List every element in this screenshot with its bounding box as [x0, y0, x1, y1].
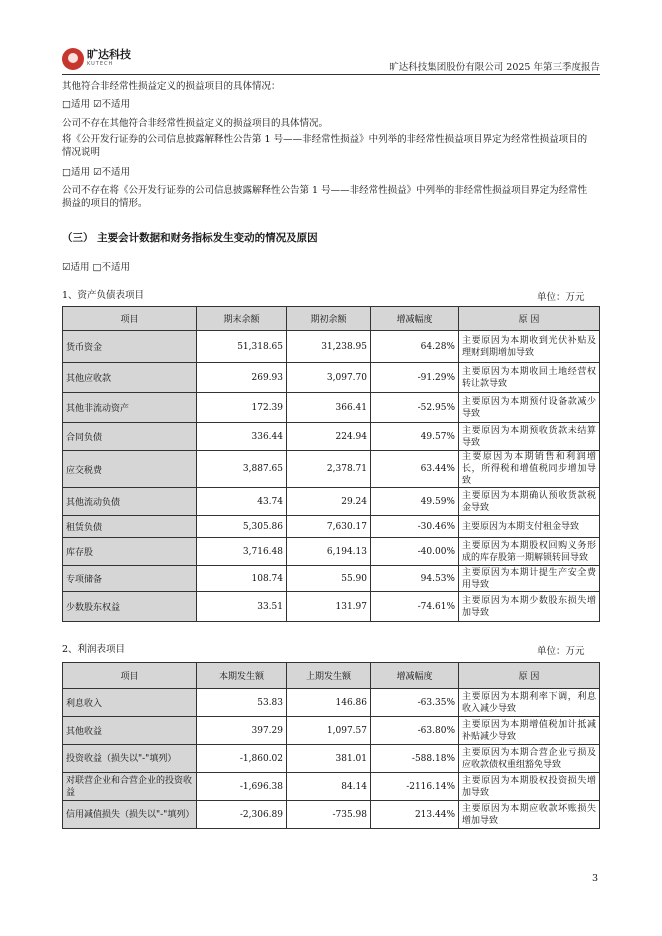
reason-cell: 主要原因为本期计提生产安全费用导致	[459, 566, 600, 592]
reason-cell: 主要原因为本期利率下调，利息收入减少导致	[459, 689, 600, 717]
item-cell: 利息收入	[63, 689, 197, 717]
value-cell: 336.44	[197, 423, 287, 451]
change-cell: -30.46%	[371, 516, 459, 538]
table-row	[63, 393, 600, 423]
value-cell: 146.86	[287, 689, 371, 717]
reason-cell: 主要原因为本期收回土地经营权转让款导致	[459, 363, 600, 393]
item-cell: 租赁负债	[63, 516, 197, 538]
applicability-check-2: □适用 ☑不适用	[62, 167, 131, 178]
value-cell: 6,194.13	[287, 538, 371, 566]
change-cell: 49.57%	[371, 423, 459, 451]
income-unit: 单位：万元	[537, 646, 585, 657]
column-header: 项目	[63, 307, 197, 331]
value-cell: 53.83	[197, 689, 287, 717]
reason-cell: 主要原因为本期预收货款未结算导致	[459, 423, 600, 451]
intro-line-4: 公司不存在将《公开发行证券的公司信息披露解释性公告第 1 号——非经常性损益》中列举的非经常性损益项目界定为经常性损益的项目的情形。	[62, 185, 588, 209]
table-row	[63, 801, 600, 829]
item-cell: 应交税费	[63, 451, 197, 488]
value-cell: 84.14	[287, 773, 371, 801]
section-heading: （三） 主要会计数据和财务指标发生变动的情况及原因	[62, 232, 318, 244]
column-header: 原 因	[459, 307, 600, 331]
value-cell: 55.90	[287, 566, 371, 592]
page-number: 3	[592, 873, 599, 884]
table-row	[63, 423, 600, 451]
value-cell: 51,318.65	[197, 331, 287, 363]
table-row	[63, 451, 600, 488]
logo-emblem-icon	[62, 48, 84, 70]
value-cell: -2,306.89	[197, 801, 287, 829]
change-cell: -40.00%	[371, 538, 459, 566]
value-cell: 397.29	[197, 717, 287, 745]
item-cell: 货币资金	[63, 331, 197, 363]
reason-cell: 主要原因为本期股权回购义务形成的库存股第一期解锁转回导致	[459, 538, 600, 566]
change-cell: 94.53%	[371, 566, 459, 592]
reason-cell: 主要原因为本期少数股东损失增加导致	[459, 592, 600, 622]
applicability-check-1: □适用 ☑不适用	[62, 99, 131, 110]
logo-chinese-name: 旷达科技	[87, 48, 131, 61]
table-row	[63, 538, 600, 566]
item-cell: 其他流动负债	[63, 488, 197, 516]
table-row	[63, 689, 600, 717]
reason-cell: 主要原因为本期预付设备款减少导致	[459, 393, 600, 423]
reason-cell: 主要原因为本期股权投资损失增加导致	[459, 773, 600, 801]
column-header: 增减幅度	[371, 307, 459, 331]
value-cell: 3,887.65	[197, 451, 287, 488]
item-cell: 库存股	[63, 538, 197, 566]
balance-unit: 单位：万元	[537, 292, 585, 303]
column-header: 期初余额	[287, 307, 371, 331]
value-cell: 43.74	[197, 488, 287, 516]
section-applicability-check: ☑适用 □不适用	[62, 262, 131, 273]
column-header: 本期发生额	[197, 663, 287, 689]
reason-cell: 主要原因为本期支付租金导致	[459, 516, 600, 538]
table-row	[63, 516, 600, 538]
item-cell: 专项储备	[63, 566, 197, 592]
page-header	[62, 44, 600, 75]
table-row	[63, 363, 600, 393]
change-cell: -63.35%	[371, 689, 459, 717]
income-caption: 2、利润表项目	[62, 644, 126, 655]
reason-cell: 主要原因为本期合营企业亏损及应收款债权重组豁免导致	[459, 745, 600, 773]
value-cell: -1,696.38	[197, 773, 287, 801]
company-logo	[62, 48, 131, 72]
value-cell: 1,097.57	[287, 717, 371, 745]
change-cell: 64.28%	[371, 331, 459, 363]
report-title: 旷达科技集团股份有限公司 2025 年第三季度报告	[389, 62, 600, 73]
value-cell: 31,238.95	[287, 331, 371, 363]
change-cell: -63.80%	[371, 717, 459, 745]
item-cell: 其他非流动资产	[63, 393, 197, 423]
reason-cell: 主要原因为本期收到光伏补贴及理财到期增加导致	[459, 331, 600, 363]
value-cell: -1,860.02	[197, 745, 287, 773]
column-header: 上期发生额	[287, 663, 371, 689]
value-cell: 7,630.17	[287, 516, 371, 538]
reason-cell: 主要原因为本期销售和利润增长，所得税和增值税同步增加导致	[459, 451, 600, 488]
change-cell: -588.18%	[371, 745, 459, 773]
reason-cell: 主要原因为本期增值税加计抵减补贴减少导致	[459, 717, 600, 745]
column-header: 增减幅度	[371, 663, 459, 689]
value-cell: 5,305.86	[197, 516, 287, 538]
value-cell: 3,716.48	[197, 538, 287, 566]
reason-cell: 主要原因为本期应收款坏账损失增加导致	[459, 801, 600, 829]
item-cell: 其他应收款	[63, 363, 197, 393]
change-cell: -2116.14%	[371, 773, 459, 801]
balance-caption: 1、资产负债表项目	[62, 290, 145, 301]
table-row	[63, 717, 600, 745]
logo-english-name: KUTECH	[87, 61, 114, 67]
intro-line-2: 公司不存在其他符合非经常性损益定义的损益项目的具体情况。	[62, 118, 329, 129]
item-cell: 其他收益	[63, 717, 197, 745]
value-cell: 172.39	[197, 393, 287, 423]
change-cell: 49.59%	[371, 488, 459, 516]
value-cell: 29.24	[287, 488, 371, 516]
value-cell: 108.74	[197, 566, 287, 592]
table-row	[63, 488, 600, 516]
value-cell: 224.94	[287, 423, 371, 451]
table-row	[63, 592, 600, 622]
table-row	[63, 745, 600, 773]
balance-sheet-table	[62, 306, 600, 622]
table-row	[63, 566, 600, 592]
item-cell: 对联营企业和合营企业的投资收益	[63, 773, 197, 801]
value-cell: 2,378.71	[287, 451, 371, 488]
item-cell: 合同负债	[63, 423, 197, 451]
value-cell: 381.01	[287, 745, 371, 773]
change-cell: -74.61%	[371, 592, 459, 622]
value-cell: 3,097.70	[287, 363, 371, 393]
value-cell: -735.98	[287, 801, 371, 829]
item-cell: 少数股东权益	[63, 592, 197, 622]
value-cell: 366.41	[287, 393, 371, 423]
intro-line-3: 将《公开发行证券的公司信息披露解释性公告第 1 号——非经常性损益》中列举的非经常性损益项目界定为经常性损益项目的情况说明	[62, 134, 588, 158]
change-cell: -91.29%	[371, 363, 459, 393]
value-cell: 131.97	[287, 592, 371, 622]
value-cell: 33.51	[197, 592, 287, 622]
change-cell: 213.44%	[371, 801, 459, 829]
column-header: 原 因	[459, 663, 600, 689]
change-cell: 63.44%	[371, 451, 459, 488]
table-row	[63, 331, 600, 363]
income-statement-table	[62, 662, 600, 829]
column-header: 期末余额	[197, 307, 287, 331]
column-header: 项目	[63, 663, 197, 689]
value-cell: 269.93	[197, 363, 287, 393]
item-cell: 投资收益（损失以"-"填列）	[63, 745, 197, 773]
intro-line-1: 其他符合非经常性损益定义的损益项目的具体情况：	[62, 81, 281, 92]
reason-cell: 主要原因为本期确认预收货款税金导致	[459, 488, 600, 516]
change-cell: -52.95%	[371, 393, 459, 423]
item-cell: 信用减值损失（损失以"-"填列）	[63, 801, 197, 829]
table-row	[63, 773, 600, 801]
